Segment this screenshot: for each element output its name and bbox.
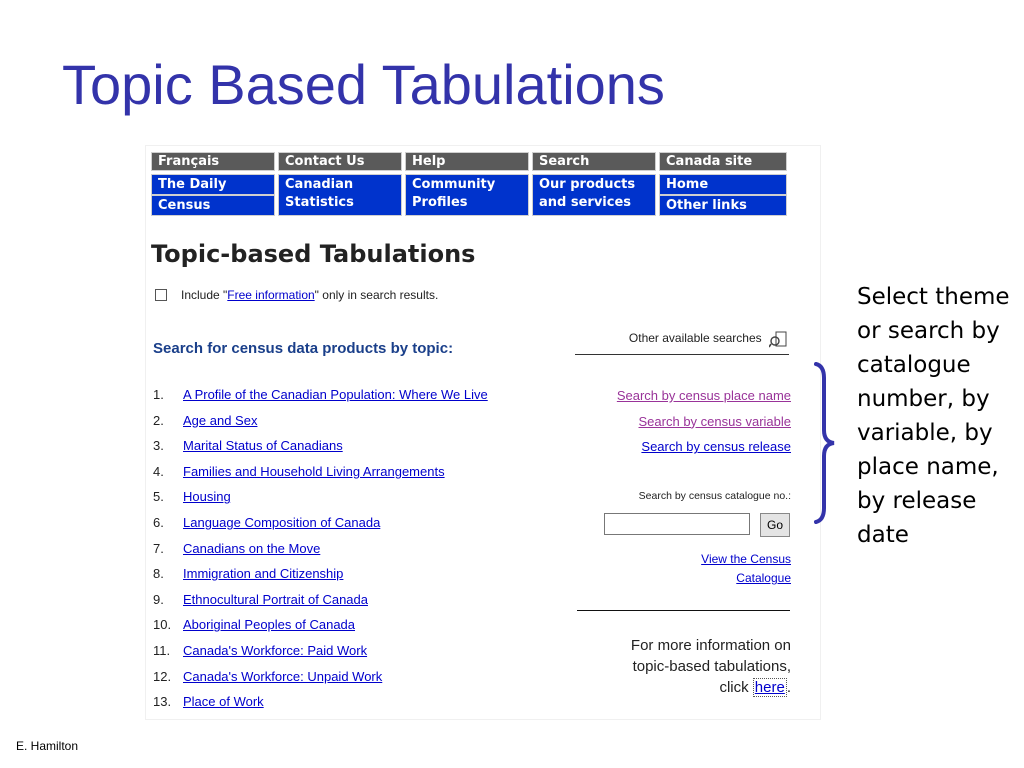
free-info-checkbox[interactable] [155,289,167,301]
here-link[interactable]: here [754,679,785,696]
sidebar-divider [577,610,790,611]
topic-item [153,669,488,695]
go-button[interactable]: Go [760,513,790,537]
topic-item [153,464,488,490]
topic-number: 4. [153,463,164,479]
more-info-line1: For more information on [630,637,791,654]
page-heading: Topic-based Tabulations [151,240,476,268]
nav-other-links[interactable]: Other links [659,195,787,216]
slide-footer: E. Hamilton [16,739,79,753]
nav-stack-right [659,174,787,216]
annotation-note: Select theme or search by catalogue number, by variable, by place name, by release date [857,284,1010,548]
magnifier-document-icon [769,330,789,348]
catalogue-number-input[interactable] [604,513,750,535]
nav-blue-row [151,174,790,216]
web-page-screenshot [145,145,821,720]
topic-number: 6. [153,514,164,530]
topic-item [153,387,488,413]
topic-link[interactable]: Aboriginal Peoples of Canada [183,617,356,633]
topic-number: 9. [153,591,164,607]
topic-number: 7. [153,540,164,556]
topic-link[interactable]: Ethnocultural Portrait of Canada [183,591,368,607]
topic-number: 13. [153,694,172,710]
topic-item [153,592,488,618]
include-suffix: " only in search results. [314,288,439,302]
topic-link[interactable]: Language Composition of Canada [183,514,381,530]
topic-number: 10. [153,617,172,633]
topic-item [153,643,488,669]
view-catalogue-line2[interactable]: Catalogue [736,571,791,585]
topic-item [153,617,488,643]
topic-number: 11. [153,642,171,658]
topic-link[interactable]: Age and Sex [183,412,258,428]
search-by-variable-link[interactable]: Search by census variable [638,413,791,429]
topic-subheading: Search for census data products by topic: [153,340,454,357]
topic-number: 5. [153,489,164,505]
topic-link[interactable]: Canadians on the Move [183,540,321,556]
topic-link[interactable]: Canada's Workforce: Unpaid Work [183,668,383,684]
topic-link[interactable]: A Profile of the Canadian Population: Where We Live [183,387,488,402]
topic-number: 1. [153,387,164,402]
nav-home[interactable]: Home [659,174,787,195]
slide-title: Topic Based Tabulations [62,53,665,116]
topic-link[interactable]: Marital Status of Canadians [183,438,343,454]
topic-item [153,438,488,464]
nav-stack-left [151,174,275,216]
nav-francais[interactable]: Français [151,152,275,171]
more-info-click: click [719,679,753,696]
nav-help[interactable]: Help [405,152,529,171]
topic-item [153,515,488,541]
topic-link[interactable]: Families and Household Living Arrangements [183,463,445,479]
topic-item [153,694,488,720]
topic-list [153,387,488,720]
topic-item [153,413,488,439]
search-by-place-link[interactable]: Search by census place name [616,388,791,403]
nav-the-daily[interactable]: The Daily [151,174,275,195]
topic-link[interactable]: Place of Work [183,694,264,710]
topic-number: 8. [153,566,164,582]
nav-top-row [151,152,790,171]
topic-item [153,489,488,515]
include-prefix: Include " [181,288,228,302]
view-catalogue-link[interactable] [701,550,791,588]
topic-number: 12. [153,668,172,684]
search-by-release-link[interactable]: Search by census release [641,439,791,455]
topic-item [153,541,488,567]
topic-link[interactable]: Housing [183,489,231,505]
other-searches-header [575,330,789,355]
search-links [617,388,791,465]
nav-community-profiles[interactable]: Community Profiles [405,174,529,216]
topic-link[interactable]: Immigration and Citizenship [183,566,344,582]
nav-canada-site[interactable]: Canada site [659,152,787,171]
more-info-period: . [786,679,791,696]
topic-number: 3. [153,438,164,454]
view-catalogue-line1[interactable]: View the Census [701,552,791,566]
nav-contact-us[interactable]: Contact Us [278,152,402,171]
topic-number: 2. [153,412,164,428]
more-info-text [631,635,791,698]
nav-canadian-statistics[interactable]: Canadian Statistics [278,174,402,216]
more-info-line2: topic-based tabulations, [632,658,791,675]
nav-census[interactable]: Census [151,195,275,216]
topic-link[interactable]: Canada's Workforce: Paid Work [183,642,368,658]
free-information-link[interactable]: Free information [227,288,315,302]
topic-item [153,566,488,592]
nav-search[interactable]: Search [532,152,656,171]
other-searches-label: Other available searches [628,331,762,346]
free-info-filter [155,288,438,302]
nav-our-products[interactable]: Our products and services [532,174,656,216]
catalogue-label: Search by census catalogue no.: [638,490,791,502]
curly-brace [808,360,838,526]
